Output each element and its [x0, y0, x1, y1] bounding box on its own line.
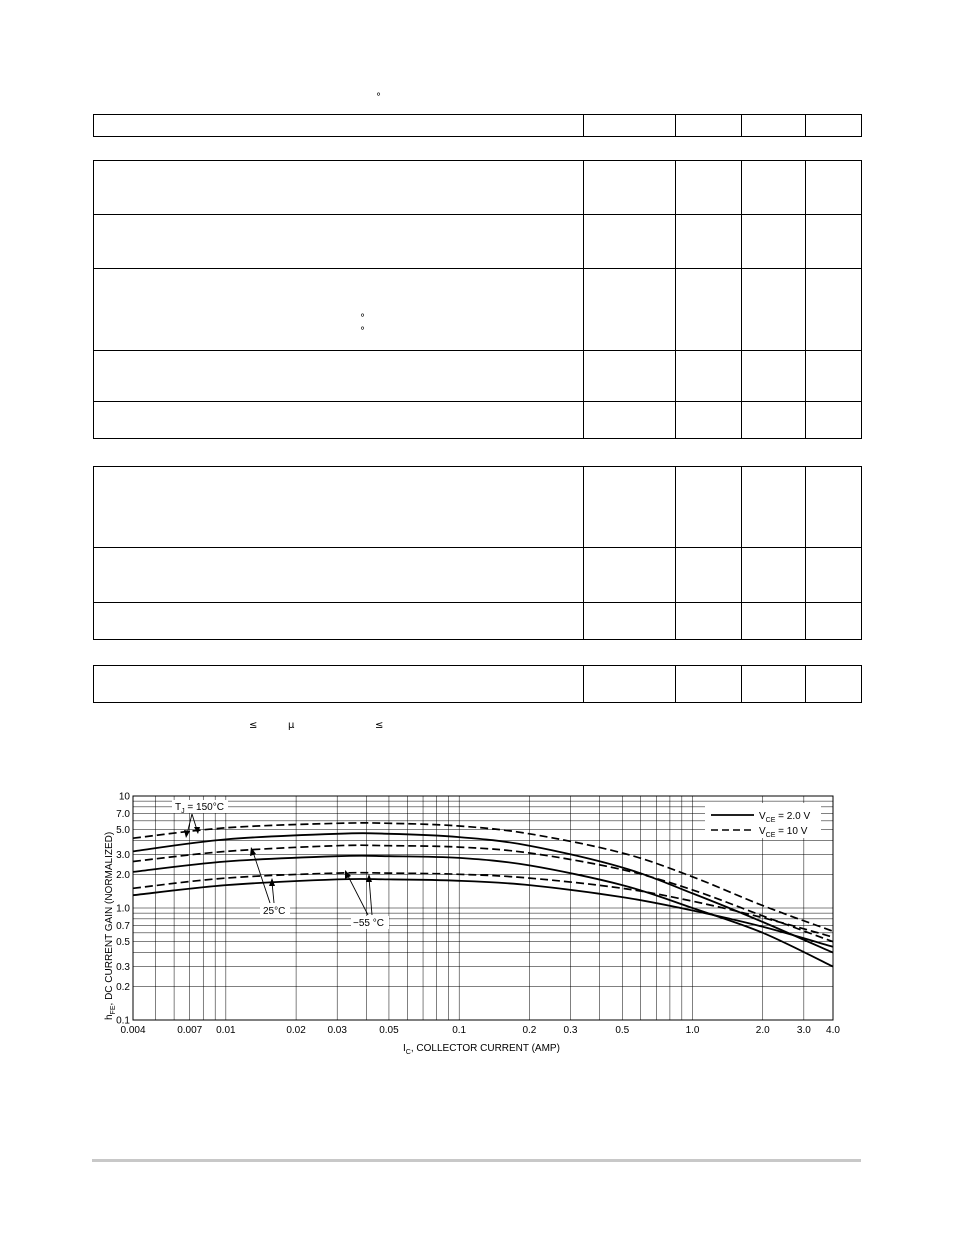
chart-legend: [705, 803, 821, 839]
y-tick-label: 0.1: [116, 1015, 130, 1027]
x-tick-label: 0.5: [615, 1025, 630, 1036]
annotation-minus55c-label: −55 °C: [353, 918, 384, 929]
y-tick-label: 10: [118, 791, 130, 803]
y-tick-label: 3.0: [116, 850, 130, 862]
legend-solid-label: $V_{CE} = 2.0$ V: [759, 811, 811, 824]
x-axis-title: $I_C$, COLLECTOR CURRENT (AMP): [403, 1043, 560, 1056]
series-line-solid-150: [133, 833, 833, 952]
x-tick-label: 2.0: [755, 1025, 770, 1036]
y-tick-labels: [116, 792, 130, 1027]
x-tick-label: 0.01: [216, 1025, 236, 1036]
x-tick-label: 0.02: [286, 1025, 306, 1036]
x-tick-label: 0.004: [120, 1025, 146, 1036]
annotation-25c-label: 25°C: [263, 906, 286, 917]
header-degree-glyph: °: [376, 92, 381, 103]
x-tick-label: 1.0: [685, 1025, 700, 1036]
y-tick-label: 0.3: [116, 962, 130, 974]
y-tick-label: 0.5: [116, 937, 130, 949]
annotation-minus55-arrow-2: [369, 878, 372, 915]
y-tick-label: 0.7: [116, 920, 130, 932]
chart-curves: [133, 823, 833, 967]
x-tick-label: 0.03: [327, 1025, 347, 1036]
annotation-tj-label: $T_J = 150^\circ C$: [175, 802, 224, 815]
y-tick-label: 2.0: [116, 869, 130, 881]
y-tick-label: 1.0: [116, 903, 130, 915]
x-tick-label: 3.0: [796, 1025, 811, 1036]
x-tick-label: 0.3: [563, 1025, 578, 1036]
series-line-solid-25: [133, 856, 833, 967]
x-tick-label: 0.2: [522, 1025, 537, 1036]
legend-dashed-label: $V_{CE} = 10$ V: [759, 826, 808, 839]
footnote-le-glyph-1: ≤: [249, 720, 258, 731]
footer-rule: [92, 1159, 861, 1162]
annotation-minus55-arrow-1: [347, 874, 368, 915]
y-tick-label: 0.2: [116, 981, 130, 993]
x-tick-labels: [120, 1025, 840, 1036]
x-tick-label: 0.05: [379, 1025, 399, 1036]
annotation-tj-150: [172, 800, 228, 838]
y-tick-label: 7.0: [116, 808, 130, 820]
y-tick-label: 5.0: [116, 825, 130, 837]
footnote-mu-glyph: μ: [288, 720, 295, 731]
x-tick-label: 0.1: [452, 1025, 467, 1036]
x-tick-label: 0.007: [177, 1025, 203, 1036]
row-degree-glyph-a: °: [360, 313, 365, 324]
x-tick-label: 4.0: [826, 1025, 840, 1036]
y-axis-title: $h_{FE}$, DC CURRENT GAIN (NORMALIZED): [104, 831, 117, 1020]
row-degree-glyph-b: °: [360, 326, 365, 337]
footnote-le-glyph-2: ≤: [375, 720, 384, 731]
